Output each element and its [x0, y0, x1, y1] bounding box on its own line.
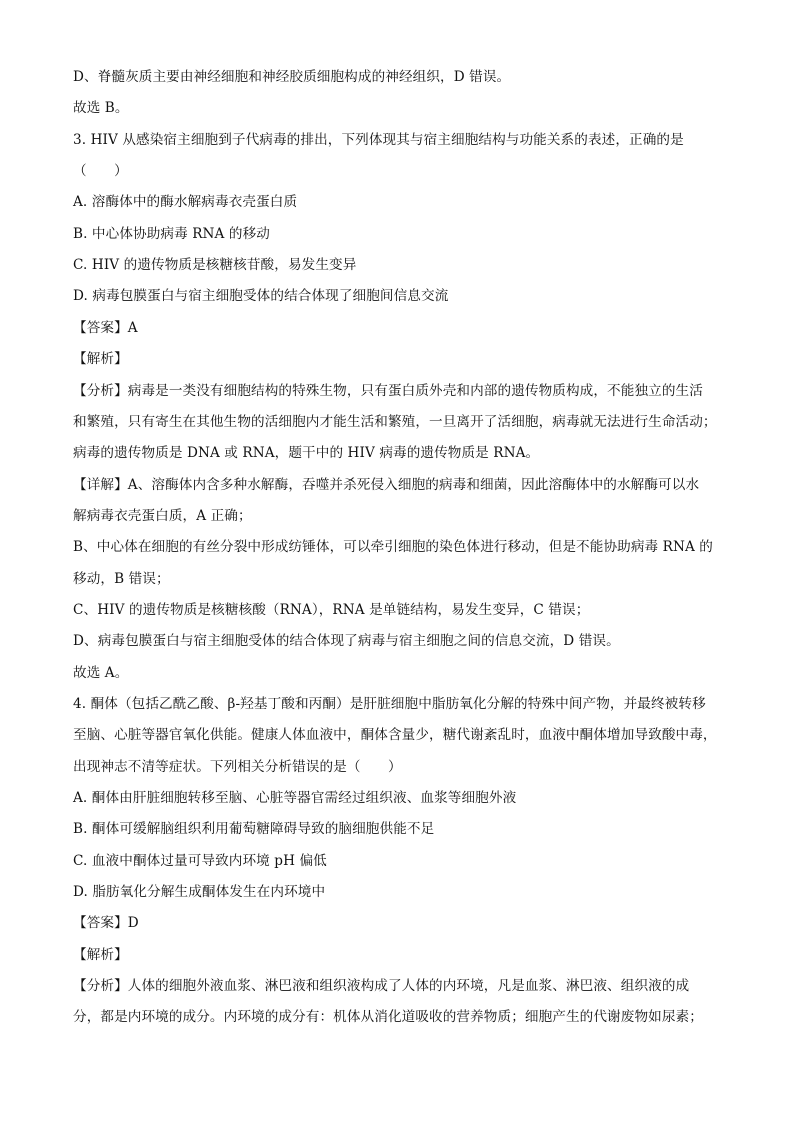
- analysis-label: 【解析】: [73, 351, 128, 367]
- text-line: C、HIV 的遗传物质是核糖核酸（RNA），RNA 是单链结构，易发生变异，C 错误；: [73, 602, 590, 618]
- text-line: 故选 A。: [73, 665, 129, 681]
- text-line: 分，都是内环境的成分。内环境的成分有：机体从消化道吸收的营养物质；细胞产生的代谢废物如尿素；: [73, 1009, 703, 1025]
- option-a: A. 酮体由肝脏细胞转移至脑、心脏等器官需经过组织液、血浆等细胞外液: [73, 790, 517, 806]
- text-line: 【分析】人体的细胞外液血浆、淋巴液和组织液构成了人体的内环境，凡是血浆、淋巴液、组织液的成: [73, 978, 690, 994]
- text-line: 和繁殖，只有寄生在其他生物的活细胞内才能生活和繁殖，一旦离开了活细胞，病毒就无法进行生命活动；: [73, 414, 717, 430]
- text-line: 出现神志不清等症状。下列相关分析错误的是（ ）: [73, 759, 402, 775]
- option-d: D. 脂肪氧化分解生成酮体发生在内环境中: [73, 884, 326, 900]
- text-line: 【详解】A、溶酶体内含多种水解酶，吞噬并杀死侵入细胞的病毒和细菌，因此溶酶体中的水解酶可以水: [73, 477, 700, 493]
- option-d: D. 病毒包膜蛋白与宿主细胞受体的结合体现了细胞间信息交流: [73, 288, 449, 304]
- text-line: D、病毒包膜蛋白与宿主细胞受体的结合体现了病毒与宿主细胞之间的信息交流，D 错误。: [73, 633, 620, 649]
- option-c: C. 血液中酮体过量可导致内环境 pH 偏低: [73, 853, 327, 869]
- answer-label: 【答案】A: [73, 320, 138, 336]
- question-4-stem: 4. 酮体（包括乙酰乙酸、β-羟基丁酸和丙酮）是肝脏细胞中脂肪氧化分解的特殊中间产物，并最终被转移: [73, 696, 706, 712]
- text-line: 【分析】病毒是一类没有细胞结构的特殊生物，只有蛋白质外壳和内部的遗传物质构成，不能独立的生活: [73, 383, 703, 399]
- text-line: 解病毒衣壳蛋白质，A 正确；: [73, 508, 252, 524]
- question-3-stem: 3. HIV 从感染宿主细胞到子代病毒的排出，下列体现其与宿主细胞结构与功能关系的表述，正确的是: [73, 132, 684, 148]
- option-b: B. 中心体协助病毒 RNA 的移动: [73, 226, 270, 242]
- option-a: A. 溶酶体中的酶水解病毒衣壳蛋白质: [73, 194, 298, 210]
- text-line: 至脑、心脏等器官氧化供能。健康人体血液中，酮体含量少，糖代谢紊乱时，血液中酮体增加导致酸中毒，: [73, 727, 717, 743]
- analysis-label: 【解析】: [73, 947, 128, 963]
- text-line: D、脊髓灰质主要由神经细胞和神经胶质细胞构成的神经组织，D 错误。: [73, 69, 511, 85]
- answer-blank: （ ）: [73, 163, 128, 179]
- text-line: 病毒的遗传物质是 DNA 或 RNA，题干中的 HIV 病毒的遗传物质是 RNA。: [73, 445, 540, 461]
- text-line: B、中心体在细胞的有丝分裂中形成纺锤体，可以牵引细胞的染色体进行移动，但是不能协助病毒 RNA 的: [73, 539, 714, 555]
- option-c: C. HIV 的遗传物质是核糖核苷酸，易发生变异: [73, 257, 357, 273]
- option-b: B. 酮体可缓解脑组织利用葡萄糖障碍导致的脑细胞供能不足: [73, 821, 435, 837]
- answer-label: 【答案】D: [73, 915, 139, 931]
- text-line: 故选 B。: [73, 100, 129, 116]
- text-line: 移动，B 错误；: [73, 571, 170, 587]
